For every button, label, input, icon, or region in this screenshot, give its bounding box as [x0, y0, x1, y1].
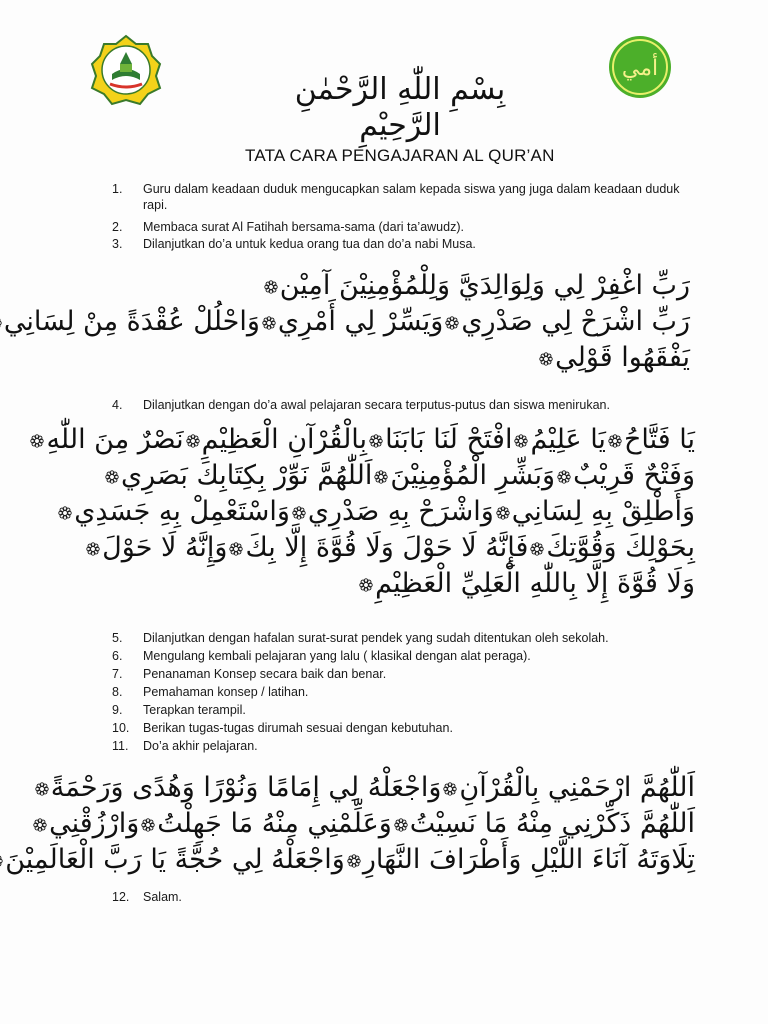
step-number: 11.	[112, 739, 129, 753]
arabic-phrase: نَصْرٌ مِنَ اللّٰهِ	[46, 424, 184, 455]
arabic-line	[46, 422, 695, 458]
list-item-step-11	[112, 738, 692, 754]
arabic-phrase: بِالْقُرْآنِ الْعَظِيْمِ	[201, 424, 368, 455]
list-item-step-4	[112, 397, 692, 413]
arabic-line	[102, 530, 695, 566]
verse-separator-icon	[557, 470, 571, 484]
arabic-phrase: تِلَاوَتَهُ آنَاءَ اللَّيْلِ وَأَطْرَافَ النَّهَارِ	[362, 844, 695, 875]
step-number: 4.	[112, 398, 123, 412]
verse-separator-icon	[105, 470, 119, 484]
verse-separator-icon	[445, 316, 459, 330]
step-number: 6.	[112, 649, 123, 663]
verse-separator-icon	[539, 352, 553, 366]
verse-separator-icon	[292, 506, 306, 520]
step-text: Terapkan terampil.	[143, 703, 246, 717]
arabic-phrase: اَللّٰهُمَّ نَوِّرْ بِكِتَابِكَ بَصَرِي	[120, 460, 373, 491]
step-text: Guru dalam keadaan duduk mengucapkan salam kepada siswa yang juga dalam keadaan duduk rapi.	[143, 182, 680, 212]
step-number: 9.	[112, 703, 123, 717]
arabic-doa-closing-lesson	[5, 770, 695, 878]
step-number: 12.	[112, 890, 130, 904]
arabic-phrase: اَللّٰهُمَّ ذَكِّرْنِي مِنْهُ مَا نَسِيْتُ	[409, 808, 695, 839]
ummi-emblem-text: أمي	[621, 56, 659, 81]
arabic-line	[49, 806, 695, 842]
verse-separator-icon	[496, 506, 510, 520]
arabic-line	[150, 566, 695, 602]
arabic-doa-parents-musa	[3, 268, 690, 376]
ummi-emblem-icon	[607, 34, 673, 100]
page-title: TATA CARA PENGAJARAN AL QUR’AN	[245, 146, 555, 165]
verse-separator-icon	[359, 578, 373, 592]
arabic-phrase: وَاجْعَلْهُ لِي إِمَامًا وَنُوْرًا وَهُدًى وَرَحْمَةً	[50, 772, 442, 803]
list-item-step-10	[112, 720, 692, 736]
verse-separator-icon	[33, 818, 47, 832]
arabic-phrase: وَلَا قُوَّةَ إِلَّا بِاللّٰهِ الْعَلِيِّ الْعَظِيْمِ	[375, 568, 695, 599]
arabic-phrase: يَا عَلِيْمُ	[530, 424, 606, 455]
arabic-phrase: وَإِنَّهُ لَا حَوْلَ	[102, 532, 228, 563]
arabic-doa-opening-lesson	[46, 422, 695, 602]
arabic-phrase: اَللّٰهُمَّ ارْحَمْنِي بِالْقُرْآنِ	[459, 772, 695, 803]
arabic-phrase: وَاحْلُلْ عُقْدَةً مِنْ لِسَانِي	[3, 306, 260, 337]
verse-separator-icon	[374, 470, 388, 484]
arabic-phrase: وَأَطْلِقْ بِهِ لِسَانِي	[511, 496, 695, 527]
step-number: 3.	[112, 237, 123, 251]
arabic-phrase: وَعَلِّمْنِي مِنْهُ مَا جَهِلْتُ	[157, 808, 392, 839]
verse-separator-icon	[514, 434, 528, 448]
arabic-phrase: بِحَوْلِكَ وَقُوَّتِكَ	[546, 532, 695, 563]
ummi-emblem-logo	[607, 34, 673, 100]
verse-separator-icon	[229, 542, 243, 556]
list-item-step-5	[112, 630, 692, 646]
verse-separator-icon	[141, 818, 155, 832]
school-emblem-logo	[90, 34, 162, 106]
step-number: 5.	[112, 631, 123, 645]
verse-separator-icon	[262, 316, 276, 330]
arabic-line	[5, 842, 695, 878]
verse-separator-icon	[186, 434, 200, 448]
list-item-step-12	[112, 889, 692, 905]
arabic-line	[50, 770, 695, 806]
arabic-phrase: وَيَسِّرْ لِي أَمْرِي	[277, 306, 444, 337]
school-emblem-icon	[90, 34, 162, 106]
arabic-phrase: يَفْقَهُوا قَوْلِي	[555, 342, 690, 373]
arabic-phrase: وَاجْعَلْهُ لِي حُجَّةً يَا رَبَّ الْعَالَمِيْنَ	[5, 844, 345, 875]
arabic-phrase: وَفَتْحٌ قَرِيْبٌ	[573, 460, 695, 491]
step-text: Salam.	[143, 890, 182, 904]
step-number: 8.	[112, 685, 123, 699]
step-number: 10.	[112, 721, 130, 735]
step-number: 7.	[112, 667, 123, 681]
arabic-phrase: رَبِّ اغْفِرْ لِي وَلِوَالِدَيَّ وَلِلْمُؤْمِنِيْنَ آمِيْن	[279, 270, 690, 301]
arabic-line	[120, 458, 695, 494]
arabic-line	[150, 340, 690, 376]
verse-separator-icon	[30, 434, 44, 448]
arabic-line	[74, 494, 695, 530]
list-item-step-3	[112, 236, 692, 252]
arabic-phrase: فَإِنَّهُ لَا حَوْلَ وَلَا قُوَّةَ إِلَّا بِكَ	[245, 532, 529, 563]
verse-separator-icon	[443, 782, 457, 796]
list-item-step-9	[112, 702, 692, 718]
list-item-step-2	[112, 219, 692, 235]
arabic-line	[150, 268, 690, 304]
list-item-step-7	[112, 666, 692, 682]
arabic-phrase: وَارْزُقْنِي	[49, 808, 140, 839]
step-text: Membaca surat Al Fatihah bersama-sama (dari ta’awudz).	[143, 220, 464, 234]
step-text: Berikan tugas-tugas dirumah sesuai dengan kebutuhan.	[143, 721, 453, 735]
step-text: Dilanjutkan dengan hafalan surat-surat pendek yang sudah ditentukan oleh sekolah.	[143, 631, 609, 645]
list-item-step-1	[112, 181, 692, 213]
basmala: بِسْمِ اللّٰهِ الرَّحْمٰنِ الرَّحِيْمِ	[294, 72, 506, 143]
verse-separator-icon	[86, 542, 100, 556]
step-number: 1.	[112, 182, 123, 196]
verse-separator-icon	[35, 782, 49, 796]
step-text: Dilanjutkan do’a untuk kedua orang tua dan do’a nabi Musa.	[143, 237, 476, 251]
step-text: Dilanjutkan dengan do’a awal pelajaran secara terputus-putus dan siswa menirukan.	[143, 398, 610, 412]
arabic-phrase: وَاسْتَعْمِلْ بِهِ جَسَدِي	[74, 496, 290, 527]
step-text: Do’a akhir pelajaran.	[143, 739, 258, 753]
verse-separator-icon	[608, 434, 622, 448]
step-text: Mengulang kembali pelajaran yang lalu ( klasikal dengan alat peraga).	[143, 649, 531, 663]
verse-separator-icon	[0, 316, 2, 330]
verse-separator-icon	[369, 434, 383, 448]
step-number: 2.	[112, 220, 123, 234]
step-text: Pemahaman konsep / latihan.	[143, 685, 309, 699]
list-item-step-8	[112, 684, 692, 700]
arabic-phrase: وَاشْرَحْ بِهِ صَدْرِي	[307, 496, 494, 527]
arabic-phrase: وَبَشِّرِ الْمُؤْمِنِيْنَ	[390, 460, 556, 491]
verse-separator-icon	[347, 854, 361, 868]
arabic-phrase: يَا فَتَّاحُ	[623, 424, 695, 455]
list-item-step-6	[112, 648, 692, 664]
verse-separator-icon	[264, 280, 278, 294]
step-text: Penanaman Konsep secara baik dan benar.	[143, 667, 387, 681]
verse-separator-icon	[0, 854, 3, 868]
arabic-phrase: رَبِّ اشْرَحْ لِي صَدْرِي	[461, 306, 690, 337]
verse-separator-icon	[58, 506, 72, 520]
verse-separator-icon	[530, 542, 544, 556]
arabic-phrase: افْتَحْ لَنَا بَابَنَا	[385, 424, 513, 455]
verse-separator-icon	[394, 818, 408, 832]
arabic-line	[3, 304, 690, 340]
